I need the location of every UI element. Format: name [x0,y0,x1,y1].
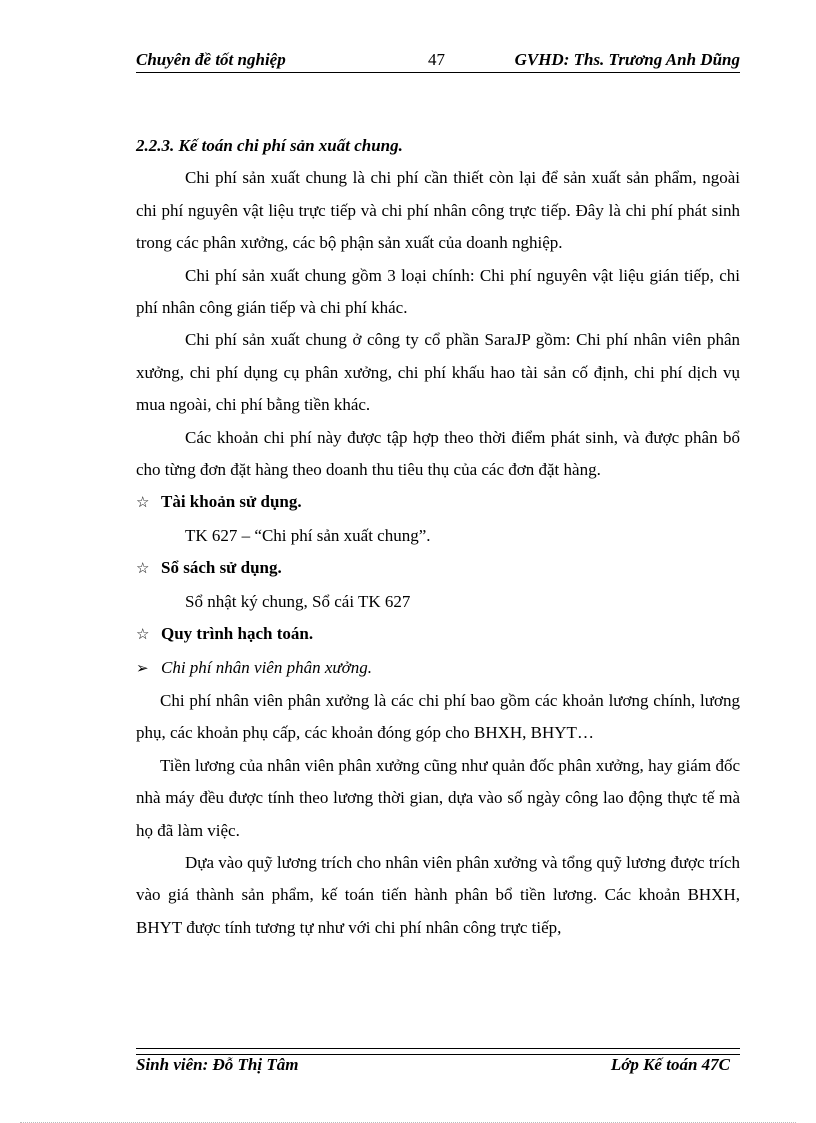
paragraph: Tiền lương của nhân viên phân xưởng cũng như quản đốc phân xưởng, hay giám đốc nhà máy đều được tính theo lương thời gian, dựa vào số ngày công lao động thực tế mà họ đã làm việc. [136,755,740,840]
bullet-label: Sổ sách sử dụng. [161,558,282,578]
paragraph: Chi phí sản xuất chung là chi phí cần thiết còn lại để sản xuất sản phẩm, ngoài chi phí nguyên vật liệu trực tiếp và chi phí nhân công trực tiếp. Đây là chi phí phát sinh trong các phân xưởng, các bộ phận sản xuất của doanh nghiệp. [136,168,740,253]
header-supervisor: GVHD: Ths. Trương Anh Dũng [514,50,740,69]
paragraph: Dựa vào quỹ lương trích cho nhân viên phân xưởng và tổng quỹ lương được trích vào giá thành sản phẩm, kế toán tiến hành phân bổ tiền lương. Các khoản BHXH, BHYT được tính tương tự như với chi phí nhân công trực tiếp, [136,852,740,937]
bullet-label: Quy trình hạch toán. [161,624,314,644]
page-number: 47 [428,50,445,69]
footer-student: Sinh viên: Đỗ Thị Tâm [136,1055,299,1074]
bullet-label: Tài khoản sử dụng. [161,492,302,512]
paragraph: Các khoản chi phí này được tập hợp theo thời điểm phát sinh, và được phân bổ cho từng đơn đặt hàng theo doanh thu tiêu thụ của các đơn đặt hàng. [136,427,740,480]
star-icon: ☆ [136,495,150,512]
document-body [136,130,740,944]
bullet-account [136,486,740,519]
paragraph: Chi phí sản xuất chung ở công ty cổ phần SaraJP gồm: Chi phí nhân viên phân xưởng, chi phí dụng cụ phân xưởng, chi phí khấu hao tài sản cố định, chi phí dịch vụ mua ngoài, chi phí bằng tiền khác. [136,330,740,415]
arrow-icon: ➢ [136,660,149,677]
star-icon: ☆ [136,561,150,578]
subsection-label: Chi phí nhân viên phân xưởng. [161,657,372,677]
bullet-process [136,618,740,651]
bullet-subsection [136,652,740,685]
header-title: Chuyên đề tốt nghiệp [136,50,286,69]
footer-class: Lớp Kế toán 47C [610,1055,730,1074]
footer-divider [136,1048,740,1055]
section-title: 2.2.3. Kế toán chi phí sản xuất chung. [136,136,403,155]
account-text: TK 627 – “Chi phí sản xuất chung”. [185,525,431,545]
books-text: Sổ nhật ký chung, Sổ cái TK 627 [185,591,411,611]
page-header [136,46,740,73]
paragraph: Chi phí sản xuất chung gồm 3 loại chính: Chi phí nguyên vật liệu gián tiếp, chi phí nhân công gián tiếp và chi phí khác. [136,265,740,318]
page-footer [136,1055,740,1079]
bullet-books [136,552,740,585]
star-icon: ☆ [136,627,150,644]
paragraph: Chi phí nhân viên phân xưởng là các chi phí bao gồm các khoản lương chính, lương phụ, các khoản phụ cấp, các khoản đóng góp cho BHXH, BHYT… [136,690,740,743]
